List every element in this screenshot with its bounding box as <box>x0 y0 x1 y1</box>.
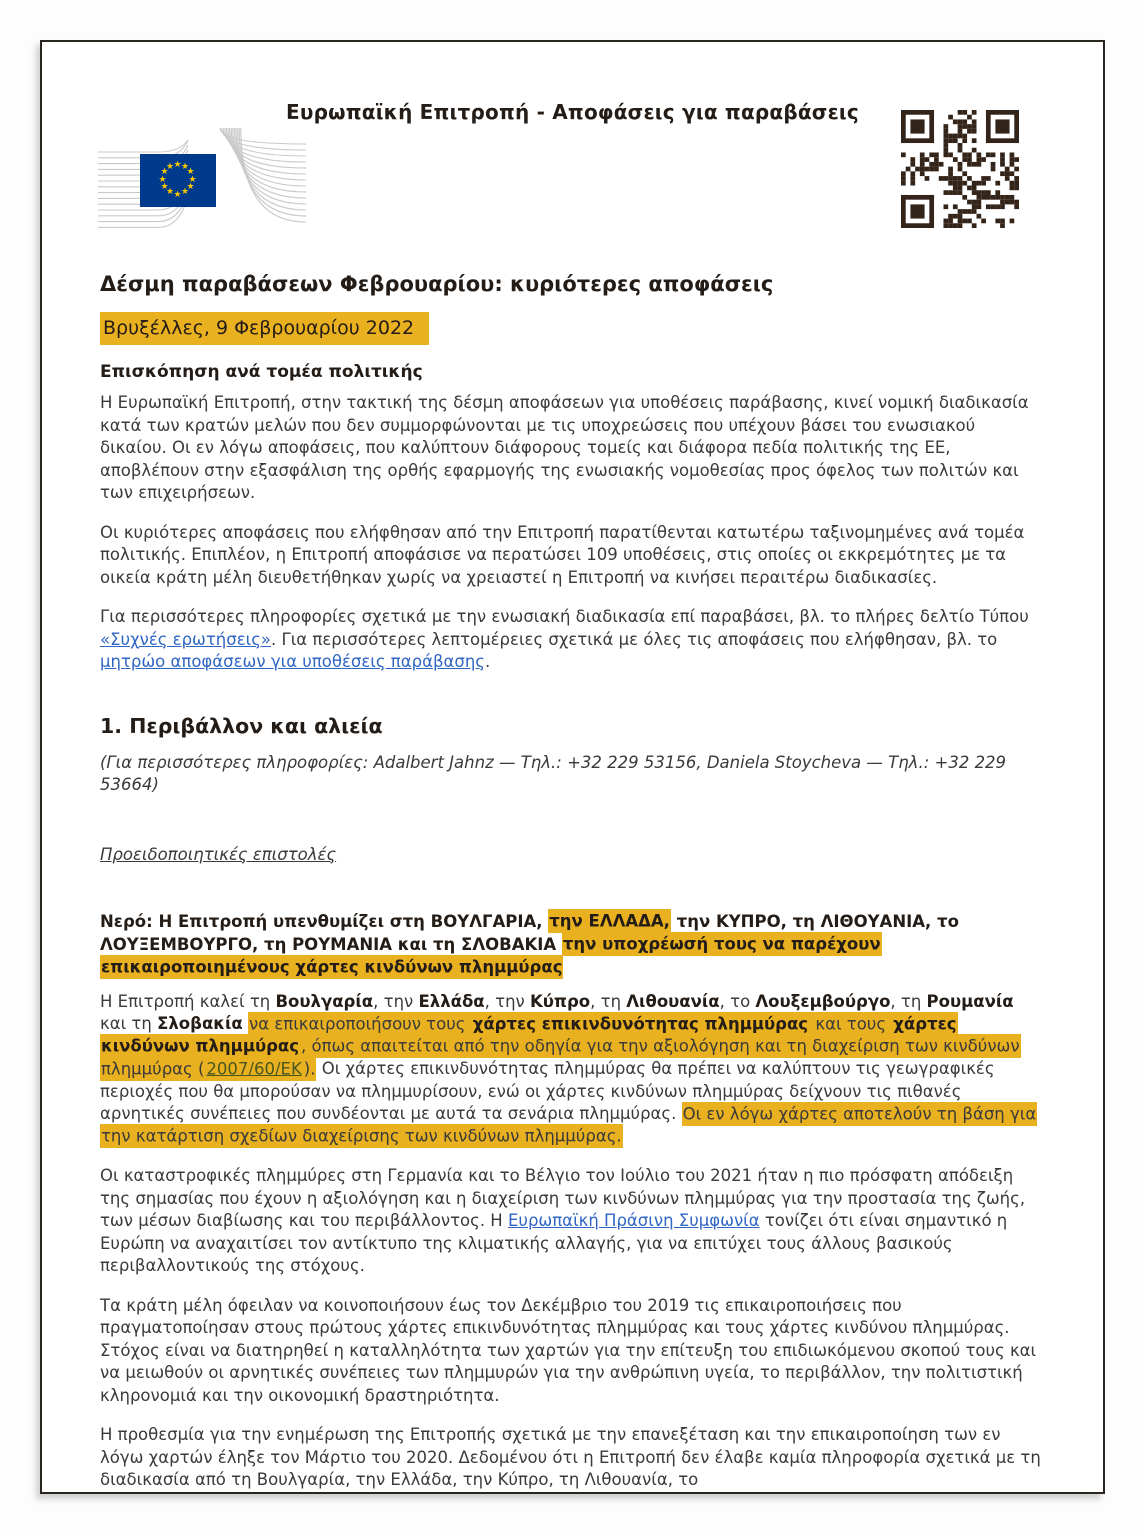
eu-star-icon: ★ <box>158 174 167 185</box>
page-title: Δέσμη παραβάσεων Φεβρουαρίου: κυριότερες αποφάσεις <box>100 272 774 296</box>
eu-star-icon: ★ <box>188 174 197 185</box>
text-segment: Νερό: Η Επιτροπή υπενθυμίζει στη ΒΟΥΛΓΑΡΙΑ, <box>100 911 549 931</box>
text-segment: και τη <box>100 1014 158 1033</box>
text-segment: Κύπρο <box>530 991 591 1011</box>
water-paragraph-1 <box>100 991 1045 1149</box>
press-release-page <box>40 40 1105 1494</box>
warning-letters-heading: Προειδοποιητικές επιστολές <box>100 844 337 864</box>
water-paragraph-4 <box>100 1424 1045 1492</box>
paragraph-more-info <box>100 606 1045 674</box>
text-segment: Βουλγαρία <box>275 991 374 1011</box>
text-segment: , την <box>373 991 419 1011</box>
text-segment: . Για περισσότερες λεπτομέρειες σχετικά με όλες τις αποφάσεις που ελήφθησαν, βλ. το <box>271 629 998 649</box>
text-segment: Η Επιτροπή καλεί τη <box>100 991 276 1011</box>
text-segment: χάρτες κινδύνων πλημμύρας <box>100 1012 958 1059</box>
document-header <box>42 42 1103 238</box>
text-segment: Ρουμανία <box>926 991 1014 1011</box>
text-segment: Ελλάδα <box>418 991 485 1011</box>
qr-code-icon <box>901 110 1019 228</box>
text-segment: την υποχρέωσή τους να παρέχουν επικαιροποιημένους χάρτες κινδύνων πλημμύρας <box>100 932 882 979</box>
text-segment: Σλοβακία <box>157 1014 243 1033</box>
eu-star-icon: ★ <box>181 161 190 172</box>
inline-link[interactable]: Ευρωπαϊκή Πράσινη Συμφωνία <box>507 1211 760 1230</box>
text-segment: να επικαιροποιήσουν τους <box>248 1012 472 1036</box>
paragraph-decisions <box>100 522 1045 590</box>
text-segment: , όπως απαιτείται από την οδηγία για την αξιολόγηση και τη διαχείριση των κινδύνων πλημμύρας ( <box>100 1034 1021 1081</box>
text-segment: Η Ευρωπαϊκή Επιτροπή, στην τακτική της δέσμη αποφάσεων για υποθέσεις παράβασης, κινεί νομική διαδικασία κατά των κρατών μελών που δεν συμμορφώνονται με τις υποχρεώσεις που υπέχουν βάσει του ενωσιακού δικαίου. Οι εν λόγω αποφάσεις, που καλύπτουν διάφορους τομείς και διάφορα πεδία πολιτικής της ΕΕ, αποβλέπουν στην εξασφάλιση της ορθής εφαρμογής της ενωσιακής νομοθεσίας προς όφελος των πολιτών και των επιχειρήσεων. <box>100 393 1029 502</box>
paragraph-intro <box>100 392 1045 505</box>
eu-star-icon: ★ <box>166 161 175 172</box>
text-segment: την ΕΛΛΑΔΑ, <box>548 909 671 933</box>
eu-star-icon: ★ <box>160 182 169 192</box>
text-segment: Οι καταστροφικές πλημμύρες στη Γερμανία και το Βέλγιο τον Ιούλιο του 2021 ήταν η πιο πρόσφατη απόδειξη της σημασίας που έχουν η αξιολόγηση και η διαχείριση των κινδύνων πλημμύρας για την προστασία της ζωής, των μέσων διαβίωσης και του περιβάλλοντος. Η <box>100 1166 1026 1230</box>
eu-star-icon: ★ <box>173 159 182 170</box>
section-1-contact: (Για περισσότερες πληροφορίες: Adalbert Jahnz — Τηλ.: +32 229 53156, Daniela Stoycheva — Τηλ.: +32 229 53664) <box>100 752 1007 794</box>
eu-flag-icon <box>140 154 216 207</box>
eu-star-icon: ★ <box>166 187 175 198</box>
text-segment: . <box>484 652 491 671</box>
text-segment: , την <box>484 991 530 1011</box>
text-segment: Οι εν λόγω χάρτες αποτελούν τη βάση για την κατάρτιση σχεδίων διαχείρισης των κινδύνων πλημμύρας. <box>100 1102 1037 1149</box>
dateline-highlight: Βρυξέλλες, 9 Φεβρουαρίου 2022 <box>100 312 429 345</box>
text-segment: Οι κυριότερες αποφάσεις που ελήφθησαν από την Επιτροπή παρατίθενται κατωτέρω ταξινομημένες ανά τομέα πολιτικής. Επιπλέον, η Επιτροπή αποφάσισε να περατώσει 109 υποθέσεις, στις οποίες οι εκκρεμότητες με τα οικεία κράτη μέλη διευθετήθηκαν χωρίς να χρειαστεί η Επιτροπή να κινήσει περαιτέρω διαδικασίες. <box>100 522 1025 587</box>
text-segment: Οι χάρτες επικινδυνότητας πλημμύρας θα πρέπει να καλύπτουν τις γεωγραφικές περιοχές που θα μπορούσαν να πλημμυρίσουν, ενώ οι χάρτες κινδύνων πλημμύρας δείχνουν τις πιθανές αρνητικές συνέπειες που συνδέονται με αυτά τα σενάρια πλημμύρας. <box>100 1059 995 1123</box>
section-1-heading: 1. Περιβάλλον και αλιεία <box>100 713 383 738</box>
text-segment: Λιθουανία <box>626 991 720 1011</box>
european-commission-logo-icon <box>98 126 313 238</box>
document-body <box>42 272 1103 1492</box>
inline-link[interactable]: μητρώο αποφάσεων για υποθέσεις παράβασης <box>100 652 485 671</box>
text-segment: την ΚΥΠΡΟ, τη ΛΙΘΟΥΑΝΙΑ, το ΛΟΥΞΕΜΒΟΥΡΓΟ, τη ΡΟΥΜΑΝΙΑ και τη ΣΛΟΒΑΚΙΑ <box>100 911 959 954</box>
text-segment: ). <box>303 1057 317 1081</box>
logo-lines-right-icon <box>218 128 310 232</box>
text-segment: τονίζει ότι είναι σημαντικό η Ευρώπη να αναχαιτίσει τον αντίκτυπο της κλιματικής αλλαγής, για να επιτύχει τους άλλους βασικούς περιβαλλοντικούς της στόχους. <box>100 1211 1008 1275</box>
water-item-heading <box>100 910 1045 979</box>
overview-heading: Επισκόπηση ανά τομέα πολιτικής <box>100 362 423 382</box>
eu-star-icon: ★ <box>181 187 190 198</box>
eu-star-icon: ★ <box>173 189 182 200</box>
text-segment: Για περισσότερες πληροφορίες σχετικά με την ενωσιακή διαδικασία επί παραβάσει, βλ. το πλήρες δελτίο Τύπου <box>100 607 1029 626</box>
text-segment: Η προθεσμία για την ενημέρωση της Επιτροπής σχετικά με την επανεξέταση και την επικαιροποίηση των εν λόγω χαρτών έληξε τον Μάρτιο του 2020. Δεδομένου ότι η Επιτροπή δεν έλαβε καμία πληροφορία σχετικά με τη διαδικασία από τη Βουλγαρία, την Ελλάδα, την Κύπρο, τη Λιθουανία, το <box>100 1425 1041 1489</box>
text-segment: Λουξεμβούργο <box>755 991 891 1011</box>
water-paragraph-3 <box>100 1295 1045 1408</box>
header-title: Ευρωπαϊκή Επιτροπή - Αποφάσεις για παραβάσεις <box>286 100 859 124</box>
inline-link[interactable]: «Συχνές ερωτήσεις» <box>100 629 272 649</box>
text-segment: και τους <box>809 1012 892 1036</box>
text-segment: , το <box>719 991 756 1011</box>
text-segment: Τα κράτη μέλη όφειλαν να κοινοποιήσουν έως τον Δεκέμβριο του 2019 τις επικαιροποιήσεις που πραγματοποίησαν στους πρώτους χάρτες επικινδυνότητας πλημμύρας και τους χάρτες κινδύνου πλημμύρας. Στόχος είναι να διατηρηθεί η καταλληλότητα των χαρτών για την επίτευξη του επιδιωκόμενου σκοπού τους και να μειωθούν οι αρνητικές συνέπειες των πλημμυρών για την ανθρώπινη υγεία, το περιβάλλον, την πολιτιστική κληρονομιά και την οικονομική δραστηριότητα. <box>100 1295 1037 1405</box>
text-segment: χάρτες επικινδυνότητας πλημμύρας <box>472 1012 809 1036</box>
text-segment: , τη <box>590 991 627 1011</box>
eu-star-icon: ★ <box>160 167 169 177</box>
inline-link[interactable]: 2007/60/ΕΚ <box>205 1057 302 1081</box>
eu-star-icon: ★ <box>186 182 195 192</box>
text-segment: , τη <box>890 991 927 1011</box>
eu-star-icon: ★ <box>186 167 195 177</box>
water-paragraph-2 <box>100 1165 1045 1278</box>
